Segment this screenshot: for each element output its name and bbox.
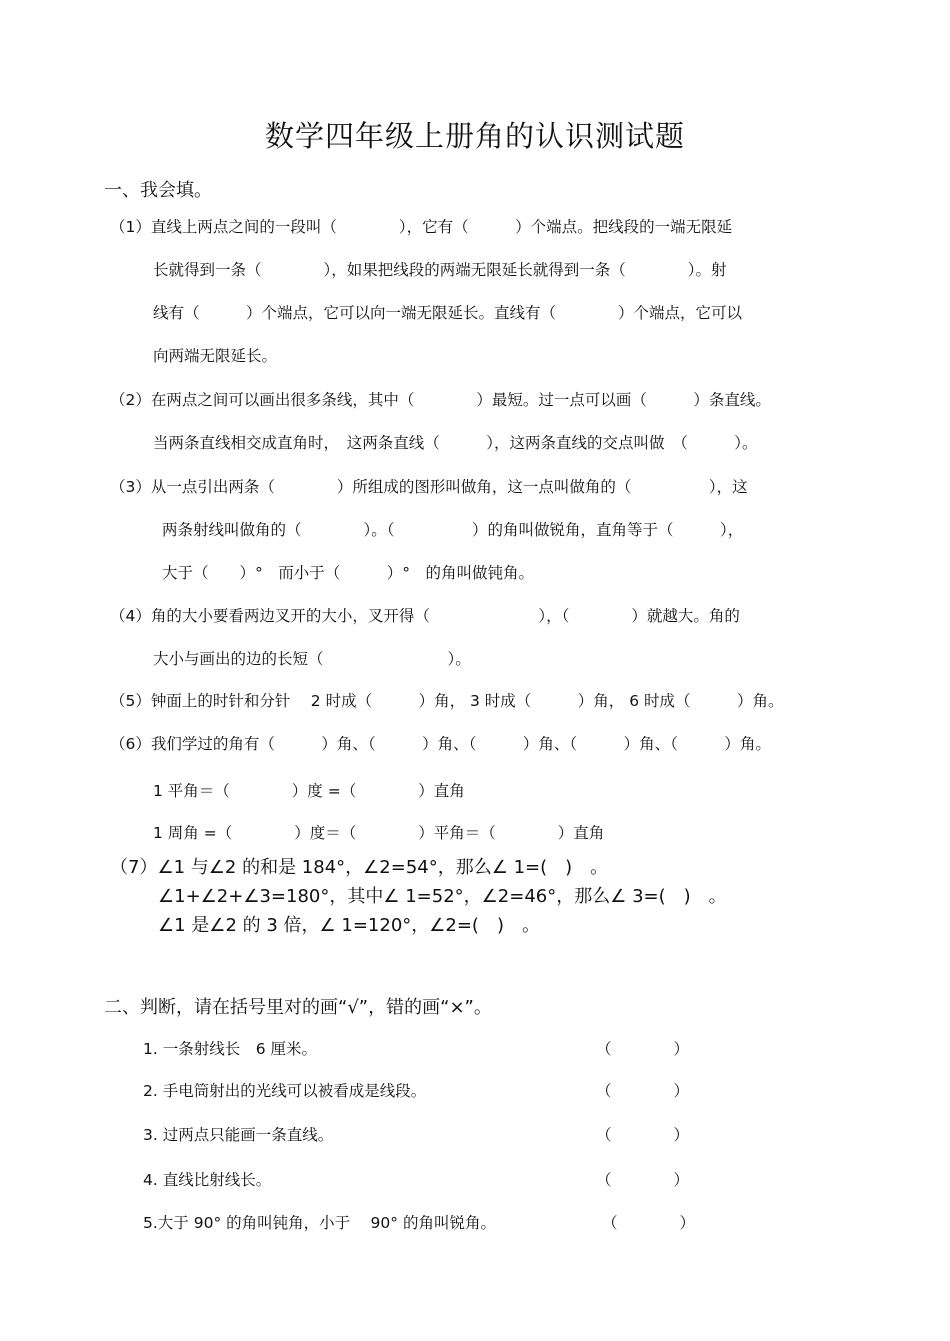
answer-paren-1: （ ）: [596, 1040, 690, 1058]
question-7-line-2: ∠1+∠2+∠3=180°，其中∠ 1=52°，∠2=46°，那么∠ 3=( ) 。: [158, 886, 727, 907]
question-3-line-2: 两条射线叫做角的（ ）。（ ）的角叫做锐角，直角等于（ ），: [162, 521, 744, 539]
question-6-line-2: 1 平角＝（ ）度 =（ ）直角: [153, 782, 465, 800]
answer-paren-5: （ ）: [602, 1214, 696, 1232]
question-7-line-3: ∠1 是∠2 的 3 倍，∠ 1=120°，∠2=( ) 。: [158, 915, 540, 936]
judge-item-3: 3. 过两点只能画一条直线。: [143, 1126, 334, 1144]
question-2-line-1: （2）在两点之间可以画出很多条线，其中（ ）最短。过一点可以画（ ）条直线。: [110, 391, 771, 409]
question-4-line-1: （4）角的大小要看两边叉开的大小，叉开得（ ），（ ）就越大。角的: [110, 607, 740, 625]
question-3-line-1: （3）从一点引出两条（ ）所组成的图形叫做角，这一点叫做角的（ ），这: [110, 478, 748, 496]
question-1-line-2: 长就得到一条（ ），如果把线段的两端无限延长就得到一条（ ）。射: [153, 261, 727, 279]
judge-item-5: 5.大于 90° 的角叫钝角，小于 90° 的角叫锐角。: [143, 1214, 496, 1232]
judge-item-1: 1. 一条射线长 6 厘米。: [143, 1040, 318, 1058]
section-1-heading: 一、我会填。: [104, 180, 212, 201]
question-1-line-1: （1）直线上两点之间的一段叫（ ），它有（ ）个端点。把线段的一端无限延: [110, 218, 733, 236]
question-5-line: （5）钟面上的时针和分针 2 时成（ ）角， 3 时成（ ）角， 6 时成（ ）角。: [110, 692, 784, 710]
question-3-line-3: 大于（ ）° 而小于（ ）° 的角叫做钝角。: [162, 564, 535, 582]
question-1-line-3: 线有（ ）个端点，它可以向一端无限延长。直线有（ ）个端点，它可以: [153, 304, 743, 322]
answer-paren-4: （ ）: [596, 1171, 690, 1189]
question-4-line-2: 大小与画出的边的长短（ ）。: [153, 650, 471, 668]
question-1-line-4: 向两端无限延长。: [153, 347, 278, 365]
page-title: 数学四年级上册角的认识测试题: [264, 119, 685, 153]
answer-paren-3: （ ）: [596, 1126, 690, 1144]
question-6-line-3: 1 周角 =（ ）度＝（ ）平角＝（ ）直角: [153, 824, 605, 842]
judge-item-4: 4. 直线比射线长。: [143, 1171, 272, 1189]
section-2-heading: 二、判断，请在括号里对的画“√”，错的画“×”。: [104, 997, 492, 1018]
question-2-line-2: 当两条直线相交成直角时， 这两条直线（ ），这两条直线的交点叫做 （ ）。: [153, 434, 758, 452]
question-7-line-1: （7）∠1 与∠2 的和是 184°，∠2=54°，那么∠ 1=( ) 。: [110, 857, 609, 878]
judge-item-2: 2. 手电筒射出的光线可以被看成是线段。: [143, 1082, 427, 1100]
question-6-line-1: （6）我们学过的角有（ ）角、（ ）角、（ ）角、（ ）角、（ ）角。: [110, 735, 771, 753]
answer-paren-2: （ ）: [596, 1082, 690, 1100]
